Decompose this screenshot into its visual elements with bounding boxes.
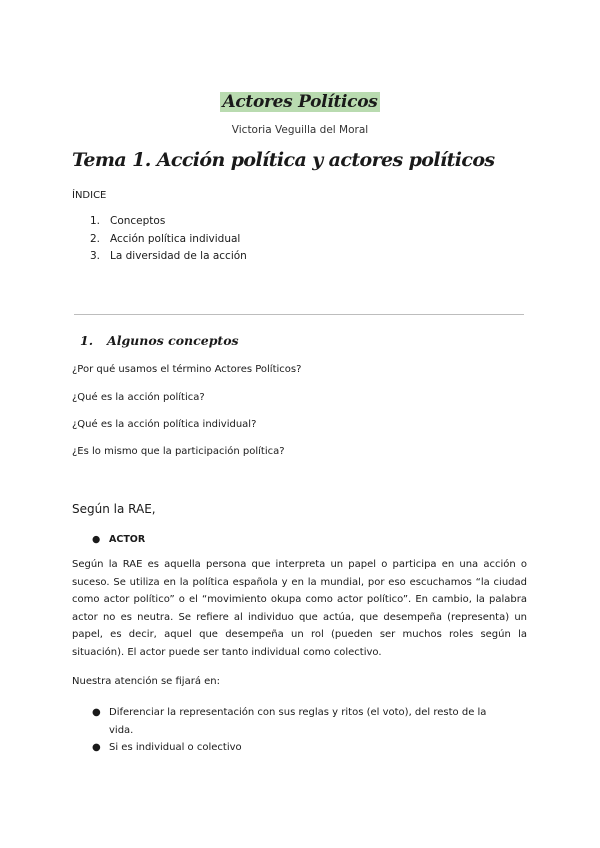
horizontal-divider bbox=[74, 314, 524, 315]
bullet-icon: ● bbox=[92, 742, 101, 753]
index-list bbox=[90, 215, 247, 268]
actor-bullet: ● ACTOR bbox=[92, 534, 146, 545]
rae-heading: Según la RAE, bbox=[72, 502, 156, 516]
index-item: 1. Conceptos bbox=[90, 215, 166, 227]
index-item: 2. Acción política individual bbox=[90, 232, 241, 245]
list-item: ● Si es individual o colectivo bbox=[92, 739, 502, 757]
author-name: Victoria Veguilla del Moral bbox=[231, 124, 369, 136]
attention-text: Nuestra atención se fijará en: bbox=[72, 676, 220, 687]
index-item: 3. La diversidad de la acción bbox=[90, 250, 247, 262]
question-text: ¿Qué es la acción política individual? bbox=[72, 419, 257, 430]
question-text: ¿Qué es la acción política? bbox=[72, 392, 205, 403]
question-text: ¿Por qué usamos el término Actores Políticos? bbox=[72, 364, 302, 375]
index-label: ÍNDICE bbox=[72, 190, 107, 201]
bullet-icon: ● bbox=[92, 534, 101, 545]
attention-list bbox=[92, 704, 502, 757]
bullet-icon: ● bbox=[92, 707, 101, 718]
actor-definition-paragraph: Según la RAE es aquella persona que interpreta un papel o participa en una acción o suceso. Se utiliza en la política española y en la mundial, por eso escuchamos “la ciudad como actor político” o el “movimiento okupa como actor político”. En cambio, la palabra actor no es neutra. Se refiere al individuo que actúa, que desempeña (representa) un papel, es decir, aquel que desempeña un rol (pueden ser muchos roles según la situación). El actor puede ser tanto individual como colectivo. bbox=[72, 559, 527, 658]
document-title: Actores Políticos bbox=[222, 92, 378, 112]
section-heading: 1. Algunos conceptos bbox=[80, 333, 239, 348]
question-text: ¿Es lo mismo que la participación política? bbox=[72, 446, 285, 457]
tema-heading: Tema 1. Acción política y actores políticos bbox=[72, 149, 495, 171]
list-item: ● Diferenciar la representación con sus reglas y ritos (el voto), del resto de la vida. bbox=[92, 704, 502, 739]
